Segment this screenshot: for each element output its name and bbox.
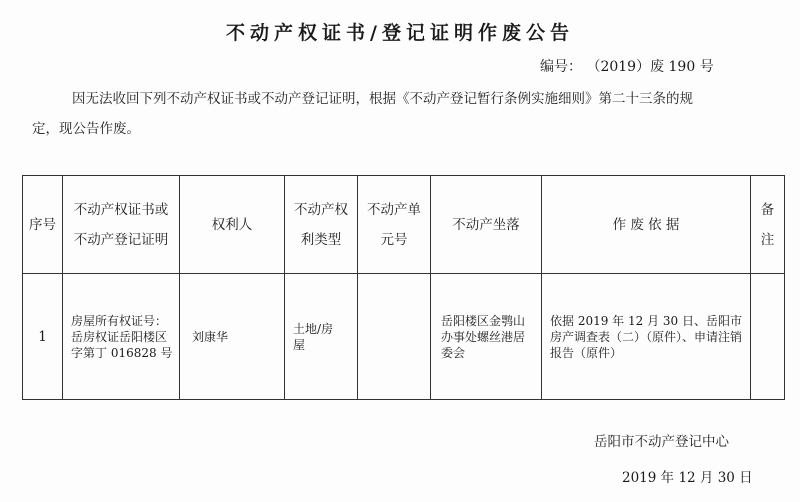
cell-remark [751, 274, 785, 400]
header-unit-no: 不动产单元号 [358, 176, 431, 274]
cell-holder: 刘康华 [180, 274, 285, 400]
table-row [23, 274, 785, 400]
cell-basis: 依据 2019 年 12 月 30 日、岳阳市房产调查表（二）（原件）、申请注销报告（原件） [542, 274, 751, 400]
header-seq: 序号 [23, 176, 63, 274]
cell-cert: 房屋所有权证号：岳房权证岳阳楼区字第丁 016828 号 [63, 274, 180, 400]
issuing-organization: 岳阳市不动产登记中心 [594, 434, 729, 450]
cell-seq: 1 [23, 274, 63, 400]
cell-location: 岳阳楼区金鹗山办事处螺丝港居委会 [431, 274, 542, 400]
cell-right-type: 土地/房屋 [285, 274, 358, 400]
notice-body [32, 84, 782, 144]
header-right-type: 不动产权利类型 [285, 176, 358, 274]
body-line-2: 定，现公告作废。 [32, 121, 140, 137]
header-location: 不动产坐落 [431, 176, 542, 274]
header-remark: 备 注 [751, 176, 785, 274]
issue-date: 2019 年 12 月 30 日 [622, 470, 753, 486]
void-certificate-table [22, 175, 785, 400]
header-basis: 作 废 依 据 [542, 176, 751, 274]
document-number: 编号： （2019）废 190 号 [540, 59, 714, 75]
body-line-1: 因无法收回下列不动产权证书或不动产登记证明，根据《不动产登记暂行条例实施细则》第二十三条的规 [72, 91, 693, 107]
table-header-row [23, 176, 785, 274]
cell-unit-no [358, 274, 431, 400]
header-holder: 权利人 [180, 176, 285, 274]
header-cert: 不动产权证书或不动产登记证明 [63, 176, 180, 274]
notice-title: 不动产权证书/登记证明作废公告 [226, 22, 574, 44]
